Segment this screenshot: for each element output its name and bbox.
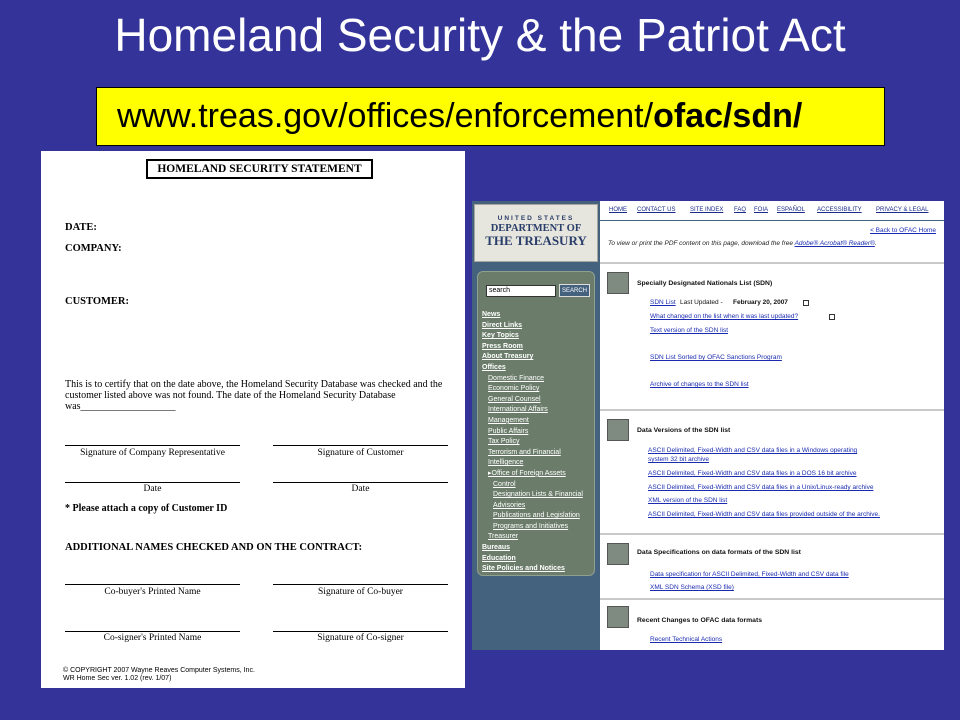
copyright-line-1: © COPYRIGHT 2007 Wayne Reaves Computer Systems, Inc. bbox=[63, 667, 255, 674]
xml-version-link[interactable]: XML version of the SDN list bbox=[648, 497, 728, 504]
certification-paragraph: This is to certify that on the date above, the Homeland Security Database was checked and the customer listed above was not found. The date of the Homeland Security Database was___________________ bbox=[65, 379, 443, 412]
windows-archive-link-line1[interactable]: ASCII Delimited, Fixed-Width and CSV data files in a Windows operating bbox=[648, 447, 858, 454]
url-prefix: www.treas.gov/offices/enforcement/ bbox=[117, 97, 654, 135]
signature-line bbox=[65, 631, 240, 632]
sidebar-item-management[interactable]: Management bbox=[488, 416, 529, 424]
customer-signature-label: Signature of Customer bbox=[317, 448, 404, 458]
cobuyer-name-label: Co-buyer's Printed Name bbox=[104, 587, 201, 597]
top-nav-foia[interactable]: FOIA bbox=[754, 207, 769, 213]
copyright-line-2: WR Home Sec ver. 1.02 (rev. 1/07) bbox=[63, 675, 172, 682]
last-updated-text: Last Updated - bbox=[680, 299, 723, 306]
sdn-section bbox=[600, 262, 944, 407]
last-updated-date: February 20, 2007 bbox=[733, 299, 788, 306]
top-nav-contact-us[interactable]: CONTACT US bbox=[637, 207, 676, 213]
top-nav-site-index[interactable]: SITE INDEX bbox=[690, 207, 724, 213]
search-input[interactable]: search bbox=[486, 285, 556, 297]
xml-schema-link[interactable]: XML SDN Schema (XSD file) bbox=[650, 584, 734, 591]
document-title: HOMELAND SECURITY STATEMENT bbox=[146, 159, 373, 179]
top-nav-bar bbox=[600, 201, 944, 221]
sidebar-item-domestic-finance[interactable]: Domestic Finance bbox=[488, 374, 545, 382]
company-label: COMPANY: bbox=[65, 243, 122, 254]
sidebar-item-ofac-line2[interactable]: Control bbox=[493, 480, 516, 488]
recent-technical-actions-link[interactable]: Recent Technical Actions bbox=[650, 636, 723, 643]
search-button[interactable]: SEARCH bbox=[559, 284, 590, 297]
sdn-sorted-link[interactable]: SDN List Sorted by OFAC Sanctions Program bbox=[650, 354, 782, 361]
data-specs-section bbox=[600, 533, 944, 598]
sidebar-item-offices[interactable]: Offices bbox=[482, 363, 506, 371]
treasury-ofac-webpage bbox=[472, 201, 944, 650]
sidebar-item-designation-line1[interactable]: Designation Lists & Financial bbox=[493, 491, 583, 499]
recent-changes-section bbox=[600, 598, 944, 650]
logo-line-3: THE TREASURY bbox=[485, 233, 587, 248]
recent-changes-heading: Recent Changes to OFAC data formats bbox=[637, 617, 763, 624]
archive-icon bbox=[607, 419, 629, 441]
top-nav-accessibility[interactable]: ACCESSIBILITY bbox=[817, 207, 862, 213]
cobuyer-signature-label: Signature of Co-buyer bbox=[318, 587, 403, 597]
sidebar-item-key-topics[interactable]: Key Topics bbox=[482, 332, 519, 340]
sidebar-item-bureaus[interactable]: Bureaus bbox=[482, 544, 511, 552]
main-content bbox=[600, 222, 944, 650]
additional-names-heading: ADDITIONAL NAMES CHECKED AND ON THE CONTRACT: bbox=[65, 542, 363, 553]
sdn-archive-link[interactable]: Archive of changes to the SDN list bbox=[650, 381, 749, 388]
date-line bbox=[65, 482, 240, 483]
date-line bbox=[273, 482, 448, 483]
data-specs-heading: Data Specifications on data formats of the SDN list bbox=[637, 549, 801, 556]
back-to-ofac-home-link[interactable]: < Back to OFAC Home bbox=[870, 227, 936, 234]
top-nav-faq[interactable]: FAQ bbox=[734, 207, 747, 213]
unix-archive-link[interactable]: ASCII Delimited, Fixed-Width and CSV data files in a Unix/Linux-ready archive bbox=[648, 484, 874, 491]
signature-line bbox=[273, 445, 448, 446]
cosigner-name-label: Co-signer's Printed Name bbox=[103, 633, 202, 643]
top-nav-home[interactable]: HOME bbox=[609, 207, 627, 213]
sidebar-item-direct-links[interactable]: Direct Links bbox=[482, 321, 523, 329]
date-label-right: Date bbox=[351, 484, 370, 494]
sidebar-item-public-affairs[interactable]: Public Affairs bbox=[488, 427, 529, 435]
signature-line bbox=[65, 445, 240, 446]
pdf-icon[interactable] bbox=[803, 300, 809, 306]
sdn-heading: Specially Designated Nationals List (SDN) bbox=[637, 280, 773, 287]
sidebar-item-ofac-line1[interactable]: ▸Office of Foreign Assets bbox=[488, 469, 566, 477]
recent-changes-icon bbox=[607, 606, 629, 628]
pdf-icon[interactable] bbox=[829, 314, 835, 320]
outside-archive-link[interactable]: ASCII Delimited, Fixed-Width and CSV data files provided outside of the archive. bbox=[648, 511, 880, 518]
date-label: DATE: bbox=[65, 222, 97, 233]
url-bold-part: ofac/sdn/ bbox=[653, 97, 803, 135]
data-spec-link[interactable]: Data specification for ASCII Delimited, Fixed-Width and CSV data file bbox=[650, 571, 849, 578]
pdf-note-end: . bbox=[874, 240, 877, 247]
sidebar-item-tax-policy[interactable]: Tax Policy bbox=[488, 438, 520, 446]
document-icon bbox=[607, 272, 629, 294]
sidebar-item-international-affairs[interactable]: International Affairs bbox=[488, 406, 548, 414]
treasury-logo[interactable] bbox=[474, 204, 598, 262]
signature-line bbox=[273, 631, 448, 632]
cosigner-signature-label: Signature of Co-signer bbox=[317, 633, 404, 643]
homeland-security-statement-document bbox=[41, 151, 465, 688]
data-versions-heading: Data Versions of the SDN list bbox=[637, 427, 731, 434]
logo-line-1: UNITED STATES bbox=[497, 215, 575, 222]
sidebar-item-press-room[interactable]: Press Room bbox=[482, 342, 523, 350]
sidebar-item-about-treasury[interactable]: About Treasury bbox=[482, 353, 534, 361]
pdf-note-text: To view or print the PDF content on this page, download the free bbox=[608, 240, 795, 247]
customer-label: CUSTOMER: bbox=[65, 296, 129, 307]
nav-panel bbox=[477, 271, 595, 576]
top-nav-privacy-legal[interactable]: PRIVACY & LEGAL bbox=[876, 207, 929, 213]
copyright-notice bbox=[63, 667, 255, 683]
specification-icon bbox=[607, 543, 629, 565]
sidebar-item-programs[interactable]: Programs and Initiatives bbox=[493, 522, 569, 530]
sidebar-item-education[interactable]: Education bbox=[482, 554, 516, 562]
sdn-list-link[interactable]: SDN List bbox=[650, 299, 676, 306]
attach-id-note: * Please attach a copy of Customer ID bbox=[65, 503, 228, 514]
signature-line bbox=[273, 584, 448, 585]
sidebar-item-site-policies[interactable]: Site Policies and Notices bbox=[482, 565, 565, 573]
logo-line-2: DEPARTMENT OF bbox=[490, 223, 582, 234]
windows-archive-link-line2[interactable]: system 32 bit archive bbox=[648, 456, 710, 463]
sidebar-item-treasurer[interactable]: Treasurer bbox=[488, 533, 519, 541]
dos-archive-link[interactable]: ASCII Delimited, Fixed-Width and CSV data files in a DOS 16 bit archive bbox=[648, 470, 857, 477]
top-nav-espanol[interactable]: ESPAÑOL bbox=[777, 207, 805, 213]
text-version-link[interactable]: Text version of the SDN list bbox=[650, 327, 729, 334]
what-changed-link[interactable]: What changed on the list when it was last updated? bbox=[650, 313, 799, 320]
sidebar-item-designation-line2[interactable]: Advisories bbox=[493, 501, 526, 509]
company-rep-signature-label: Signature of Company Representative bbox=[80, 448, 225, 458]
date-label-left: Date bbox=[143, 484, 162, 494]
sidebar-item-tfi-line1[interactable]: Terrorism and Financial bbox=[488, 448, 561, 456]
slide-title: Homeland Security & the Patriot Act bbox=[114, 9, 846, 61]
sidebar-item-general-counsel[interactable]: General Counsel bbox=[488, 395, 541, 403]
url-banner bbox=[96, 87, 885, 146]
data-versions-section bbox=[600, 409, 944, 533]
signature-line bbox=[65, 584, 240, 585]
sidebar-item-tfi-line2[interactable]: Intelligence bbox=[488, 459, 524, 467]
sidebar-item-news[interactable]: News bbox=[482, 311, 501, 318]
sidebar bbox=[472, 201, 600, 650]
sidebar-nav-list bbox=[482, 310, 594, 575]
pdf-note bbox=[608, 240, 877, 247]
sidebar-item-publications[interactable]: Publications and Legislation bbox=[493, 512, 580, 520]
sidebar-item-economic-policy[interactable]: Economic Policy bbox=[488, 385, 540, 393]
acrobat-reader-link[interactable]: Adobe® Acrobat® Reader® bbox=[794, 240, 875, 247]
